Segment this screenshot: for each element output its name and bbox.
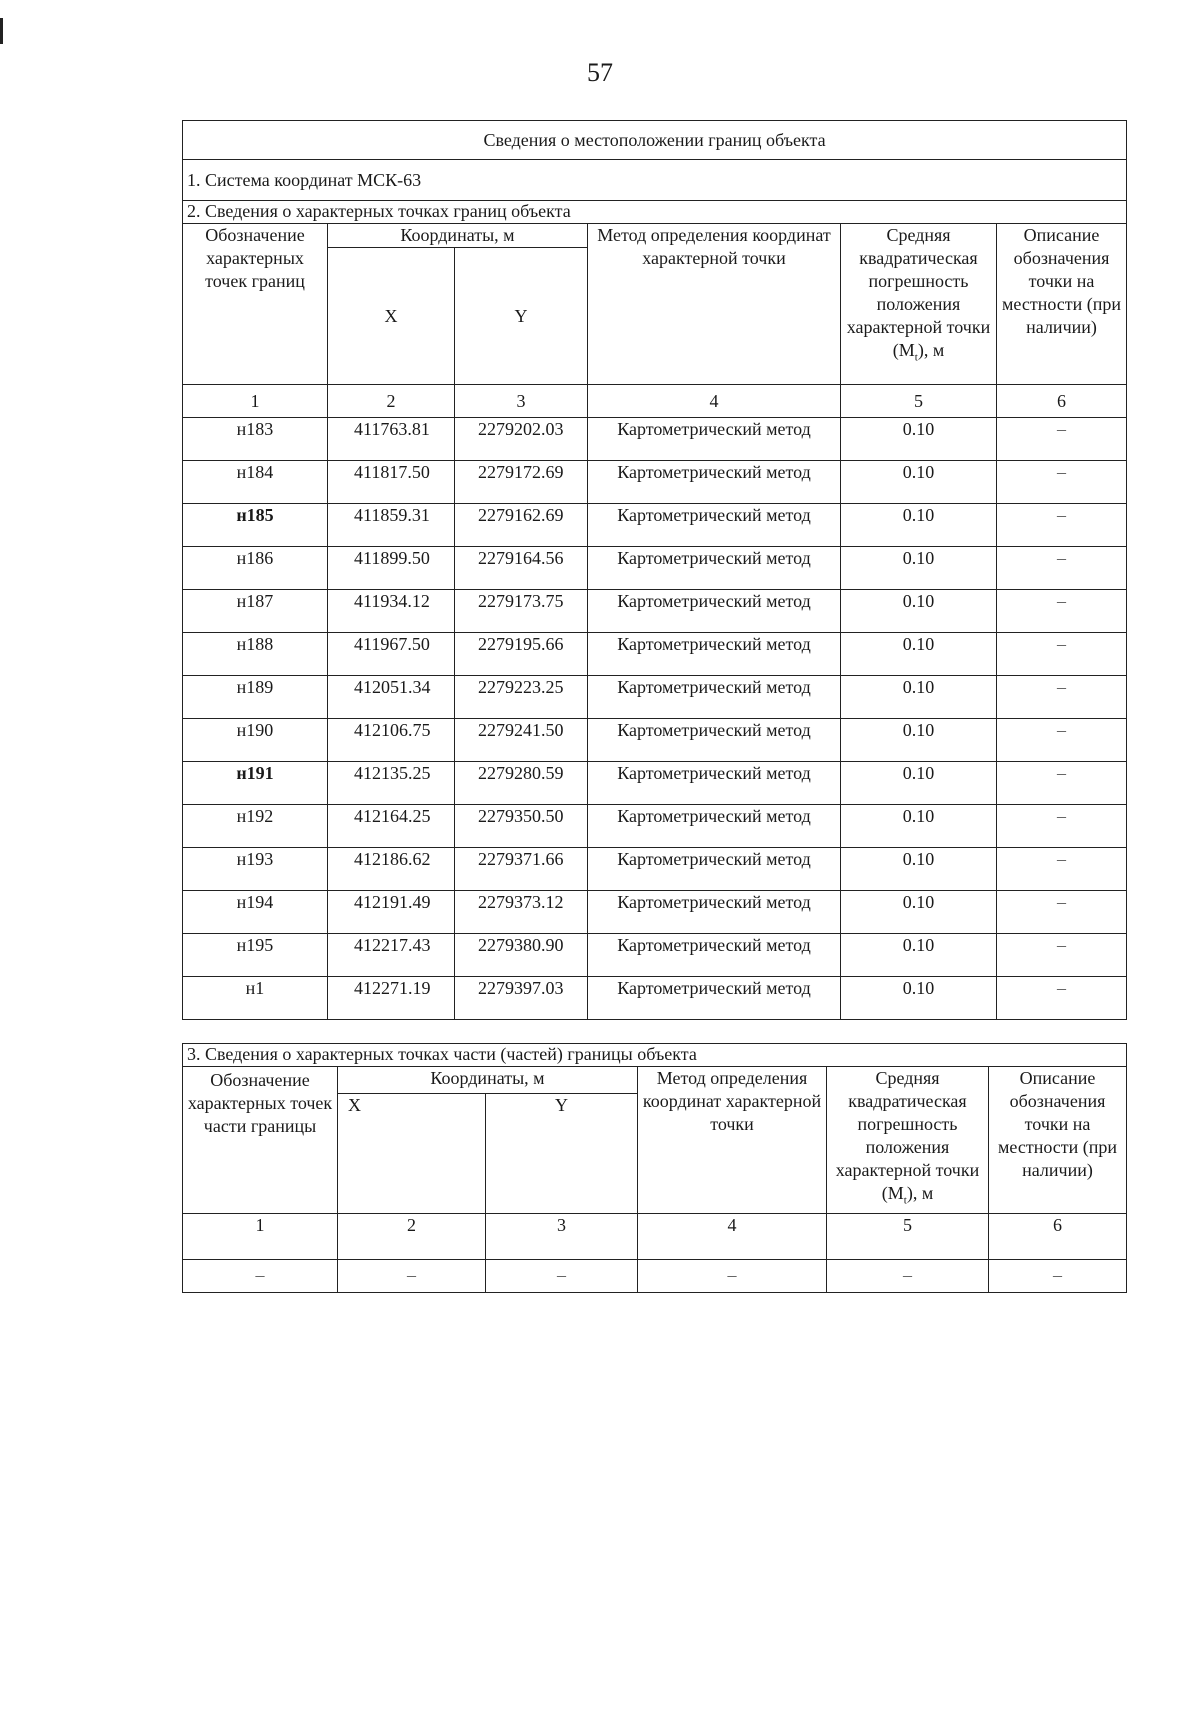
point-id-cell: н188 (183, 633, 328, 676)
part-header-x: X (338, 1094, 486, 1213)
column-number: 5 (841, 385, 997, 418)
method-cell: Картометрический метод (588, 504, 841, 547)
table-title: Сведения о местоположении границ объекта (183, 121, 1127, 160)
part-header-designation: Обозначение характерных точек части границы (183, 1067, 338, 1214)
error-cell: 0.10 (841, 805, 997, 848)
part-empty-cell: – (486, 1259, 638, 1292)
y-coordinate-cell: 2279241.50 (455, 719, 588, 762)
y-coordinate-cell: 2279223.25 (455, 676, 588, 719)
part-header-method: Метод определения координат характерной точки (638, 1067, 827, 1214)
table-row (183, 633, 1127, 676)
y-coordinate-cell: 2279195.66 (455, 633, 588, 676)
point-id-cell: н184 (183, 461, 328, 504)
x-coordinate-cell: 412217.43 (328, 934, 455, 977)
x-coordinate-cell: 412186.62 (328, 848, 455, 891)
table-row (183, 848, 1127, 891)
part-column-number: 1 (183, 1213, 338, 1259)
y-coordinate-cell: 2279350.50 (455, 805, 588, 848)
method-cell: Картометрический метод (588, 461, 841, 504)
table-row (183, 590, 1127, 633)
description-cell: – (997, 805, 1127, 848)
error-cell: 0.10 (841, 977, 997, 1020)
point-id-cell: н194 (183, 891, 328, 934)
column-number: 1 (183, 385, 328, 418)
error-cell: 0.10 (841, 461, 997, 504)
x-coordinate-cell: 412106.75 (328, 719, 455, 762)
x-coordinate-cell: 412271.19 (328, 977, 455, 1020)
y-coordinate-cell: 2279164.56 (455, 547, 588, 590)
description-cell: – (997, 461, 1127, 504)
table-row (183, 676, 1127, 719)
method-cell: Картометрический метод (588, 848, 841, 891)
coordinate-system: 1. Система координат МСК-63 (183, 160, 1127, 201)
method-cell: Картометрический метод (588, 418, 841, 461)
header-error (841, 224, 997, 385)
part-empty-cell: – (338, 1259, 486, 1292)
point-id-cell: н1 (183, 977, 328, 1020)
description-cell: – (997, 762, 1127, 805)
part-empty-cell: – (183, 1259, 338, 1292)
section-3-title: 3. Сведения о характерных точках части (частей) границы объекта (183, 1044, 1127, 1067)
method-cell: Картометрический метод (588, 633, 841, 676)
method-cell: Картометрический метод (588, 676, 841, 719)
error-cell: 0.10 (841, 762, 997, 805)
part-header-error: Средняя квадратическая погрешность положения характерной точки $(M_t)$, м (827, 1067, 989, 1214)
error-cell: 0.10 (841, 848, 997, 891)
header-designation: Обозначение характерных точек границ (183, 224, 328, 385)
column-number: 3 (455, 385, 588, 418)
section-2-title: 2. Сведения о характерных точках границ объекта (183, 201, 1127, 224)
y-coordinate-cell: 2279371.66 (455, 848, 588, 891)
description-cell: – (997, 418, 1127, 461)
error-cell: 0.10 (841, 547, 997, 590)
boundary-table (182, 120, 1127, 1020)
description-cell: – (997, 719, 1127, 762)
header-y: Y (455, 248, 588, 385)
part-header-description: Описание обозначения точки на местности (при наличии) (989, 1067, 1127, 1214)
table-row (183, 805, 1127, 848)
method-cell: Картометрический метод (588, 977, 841, 1020)
part-header-y: Y (486, 1094, 638, 1213)
column-numbers-row (183, 385, 1127, 418)
table-row (183, 891, 1127, 934)
table-row (183, 934, 1127, 977)
column-number: 6 (997, 385, 1127, 418)
point-id-cell: н185 (183, 504, 328, 547)
y-coordinate-cell: 2279173.75 (455, 590, 588, 633)
table-row (183, 418, 1127, 461)
page-number: 57 (587, 58, 613, 87)
point-id-cell: н193 (183, 848, 328, 891)
part-column-number: 4 (638, 1213, 827, 1259)
description-cell: – (997, 891, 1127, 934)
x-coordinate-cell: 411967.50 (328, 633, 455, 676)
description-cell: – (997, 977, 1127, 1020)
column-number: 2 (328, 385, 455, 418)
header-x: X (328, 248, 455, 385)
error-cell: 0.10 (841, 418, 997, 461)
x-coordinate-cell: 411763.81 (328, 418, 455, 461)
error-cell: 0.10 (841, 633, 997, 676)
method-cell: Картометрический метод (588, 891, 841, 934)
point-id-cell: н189 (183, 676, 328, 719)
y-coordinate-cell: 2279172.69 (455, 461, 588, 504)
method-cell: Картометрический метод (588, 590, 841, 633)
error-cell: 0.10 (841, 676, 997, 719)
part-column-number: 3 (486, 1213, 638, 1259)
description-cell: – (997, 547, 1127, 590)
table-row (183, 762, 1127, 805)
y-coordinate-cell: 2279380.90 (455, 934, 588, 977)
description-cell: – (997, 676, 1127, 719)
x-coordinate-cell: 412164.25 (328, 805, 455, 848)
point-id-cell: н195 (183, 934, 328, 977)
point-id-cell: н191 (183, 762, 328, 805)
y-coordinate-cell: 2279280.59 (455, 762, 588, 805)
scan-edge-mark (0, 18, 3, 44)
header-coordinates: Координаты, м (328, 224, 588, 248)
error-cell: 0.10 (841, 934, 997, 977)
point-id-cell: н183 (183, 418, 328, 461)
part-header-coordinates: Координаты, м (338, 1067, 638, 1094)
table-row (183, 719, 1127, 762)
x-coordinate-cell: 411934.12 (328, 590, 455, 633)
header-method: Метод определения координат характерной точки (588, 224, 841, 385)
header-error-text: Средняя квадратическая погрешность положения характерной точки $(M_t)$, м (846, 225, 991, 364)
method-cell: Картометрический метод (588, 805, 841, 848)
table-row (183, 504, 1127, 547)
method-cell: Картометрический метод (588, 547, 841, 590)
point-id-cell: н192 (183, 805, 328, 848)
y-coordinate-cell: 2279397.03 (455, 977, 588, 1020)
y-coordinate-cell: 2279162.69 (455, 504, 588, 547)
part-empty-cell: – (989, 1259, 1127, 1292)
part-column-number: 6 (989, 1213, 1127, 1259)
point-id-cell: н190 (183, 719, 328, 762)
x-coordinate-cell: 412051.34 (328, 676, 455, 719)
x-coordinate-cell: 412191.49 (328, 891, 455, 934)
description-cell: – (997, 848, 1127, 891)
x-coordinate-cell: 411899.50 (328, 547, 455, 590)
method-cell: Картометрический метод (588, 934, 841, 977)
table-row (183, 977, 1127, 1020)
method-cell: Картометрический метод (588, 762, 841, 805)
error-cell: 0.10 (841, 504, 997, 547)
part-boundary-table (182, 1043, 1127, 1293)
part-column-number: 2 (338, 1213, 486, 1259)
x-coordinate-cell: 411859.31 (328, 504, 455, 547)
table-row (183, 461, 1127, 504)
error-cell: 0.10 (841, 590, 997, 633)
method-cell: Картометрический метод (588, 719, 841, 762)
x-coordinate-cell: 411817.50 (328, 461, 455, 504)
part-empty-cell: – (638, 1259, 827, 1292)
point-id-cell: н187 (183, 590, 328, 633)
table-row (183, 547, 1127, 590)
header-description: Описание обозначения точки на местности (при наличии) (997, 224, 1127, 385)
point-id-cell: н186 (183, 547, 328, 590)
description-cell: – (997, 504, 1127, 547)
error-cell: 0.10 (841, 719, 997, 762)
column-number: 4 (588, 385, 841, 418)
x-coordinate-cell: 412135.25 (328, 762, 455, 805)
part-empty-row (183, 1259, 1127, 1292)
description-cell: – (997, 934, 1127, 977)
description-cell: – (997, 633, 1127, 676)
error-cell: 0.10 (841, 891, 997, 934)
part-column-numbers-row (183, 1213, 1127, 1259)
part-column-number: 5 (827, 1213, 989, 1259)
y-coordinate-cell: 2279373.12 (455, 891, 588, 934)
description-cell: – (997, 590, 1127, 633)
y-coordinate-cell: 2279202.03 (455, 418, 588, 461)
part-empty-cell: – (827, 1259, 989, 1292)
